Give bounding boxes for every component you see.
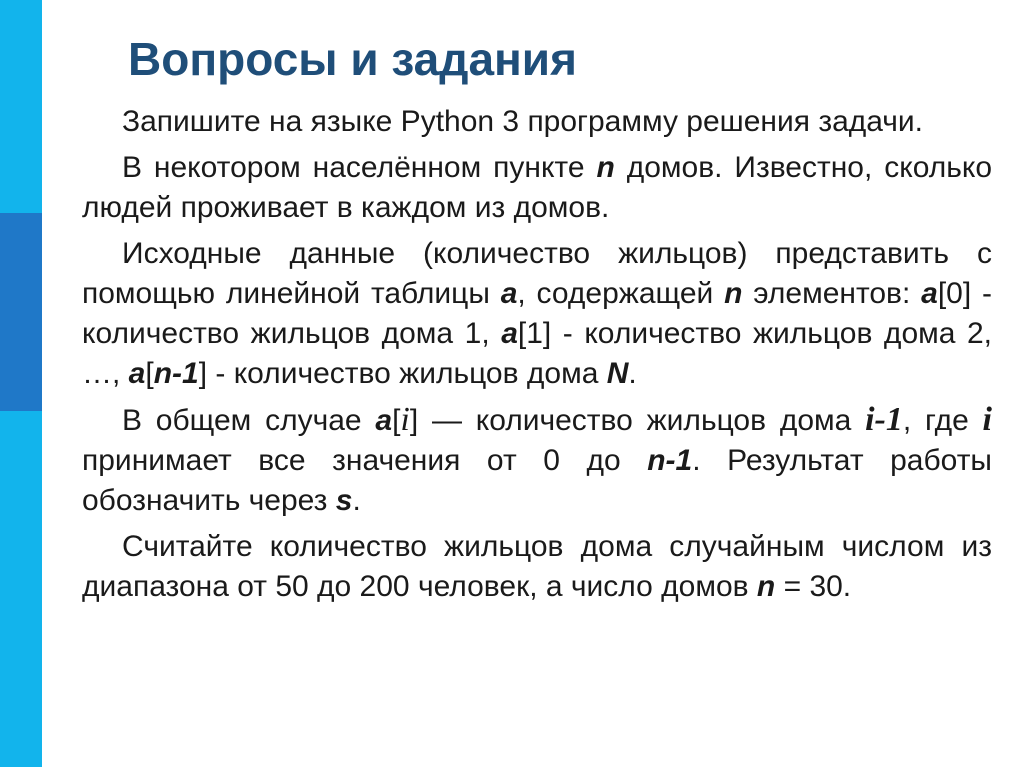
left-accent-bar-bottom (0, 411, 42, 767)
paragraph-task-intro: Запишите на языке Python 3 программу решения задачи. (122, 105, 924, 138)
paragraph-houses: В некотором населённом пункте n домов. Известно, сколько людей проживает в каждом из домов. (82, 151, 993, 224)
slide-body (82, 102, 992, 607)
paragraph-input-data: Исходные данные (количество жильцов) представить с помощью линейной таблицы a, содержащей n элементов: a[0] - количество жильцов дома 1, a[1] - количество жильцов дома 2, …, a[n-1] - количество жильцов дома N. (82, 237, 992, 390)
slide-title: Вопросы и задания (128, 33, 577, 85)
paragraph-general-case: В общем случае a[i] — количество жильцов дома i-1, где i принимает все значения от 0 до n-1. Результат работы обозначить через s. (82, 401, 992, 517)
left-accent-bar-top (0, 0, 42, 213)
left-accent-bar-middle (0, 213, 42, 411)
paragraph-random-range: Считайте количество жильцов дома случайным числом из диапазона от 50 до 200 человек, а число домов n = 30. (82, 530, 992, 603)
